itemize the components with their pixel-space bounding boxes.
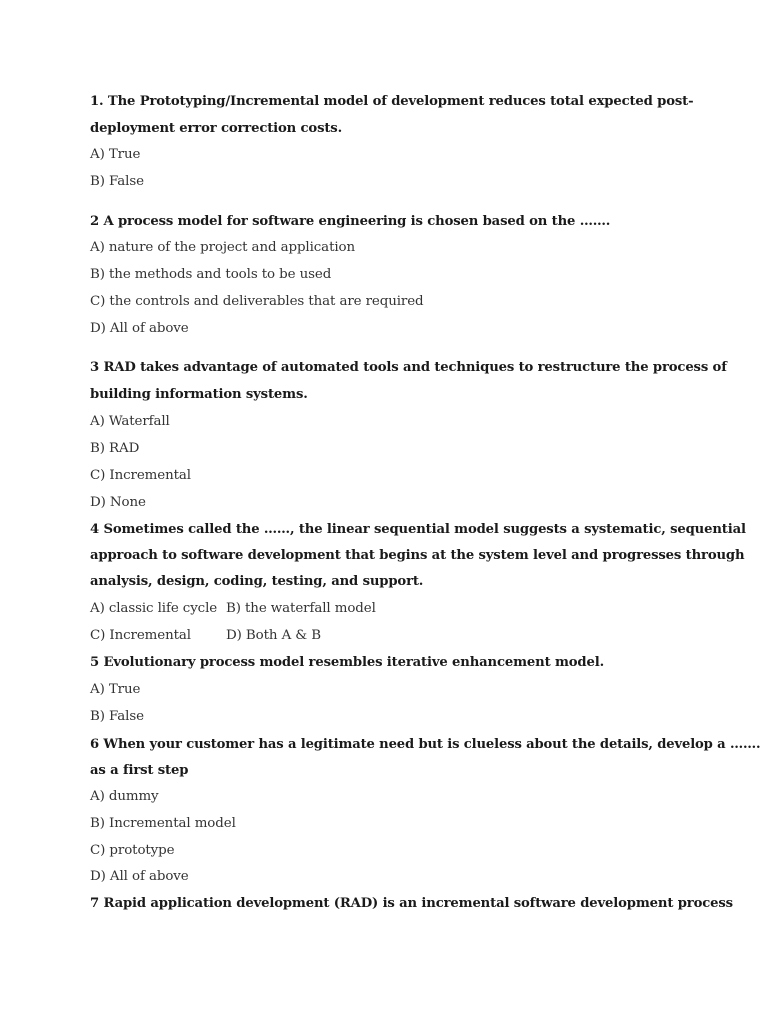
option-line: D) Both A & B bbox=[226, 628, 322, 643]
option-line: A) True bbox=[90, 147, 141, 162]
question-1-line-2: deployment error correction costs. bbox=[90, 121, 343, 136]
option-line: B) Incremental model bbox=[90, 816, 236, 831]
option-line: B) RAD bbox=[90, 441, 140, 456]
option-line: A) nature of the project and application bbox=[90, 240, 356, 255]
question-5: 5 Evolutionary process model resembles iterative enhancement model. bbox=[90, 655, 605, 670]
option-line: B) False bbox=[90, 174, 144, 189]
question-4-line-1: 4 Sometimes called the ……, the linear sequential model suggests a systematic, sequential bbox=[90, 522, 746, 537]
question-6-line-2: as a first step bbox=[90, 763, 189, 778]
question-6-line-1: 6 When your customer has a legitimate need but is clueless about the details, develop a ……. bbox=[90, 737, 761, 752]
question-3-line-2: building information systems. bbox=[90, 387, 308, 402]
option-line: C) Incremental bbox=[90, 628, 191, 643]
question-4-line-3: analysis, design, coding, testing, and support. bbox=[90, 574, 424, 589]
option-line: C) prototype bbox=[90, 843, 175, 858]
option-line: B) the methods and tools to be used bbox=[90, 267, 332, 282]
option-line: C) Incremental bbox=[90, 468, 191, 483]
option-line: D) All of above bbox=[90, 869, 189, 884]
option-line: C) the controls and deliverables that are required bbox=[90, 294, 424, 309]
option-line: B) False bbox=[90, 709, 144, 724]
option-line: A) True bbox=[90, 682, 141, 697]
option-line: D) None bbox=[90, 495, 146, 510]
option-line: D) All of above bbox=[90, 321, 189, 336]
question-1-line-1: 1. The Prototyping/Incremental model of development reduces total expected post- bbox=[90, 94, 694, 109]
question-2: 2 A process model for software engineering is chosen based on the ……. bbox=[90, 214, 611, 229]
option-line: B) the waterfall model bbox=[226, 601, 376, 616]
question-3-line-1: 3 RAD takes advantage of automated tools and techniques to restructure the process of bbox=[90, 360, 727, 375]
question-7: 7 Rapid application development (RAD) is an incremental software development process bbox=[90, 896, 733, 911]
question-4-line-2: approach to software development that begins at the system level and progresses through bbox=[90, 548, 745, 563]
option-line: A) dummy bbox=[90, 789, 159, 804]
option-line: A) Waterfall bbox=[90, 414, 170, 429]
option-line: A) classic life cycle bbox=[90, 601, 218, 616]
